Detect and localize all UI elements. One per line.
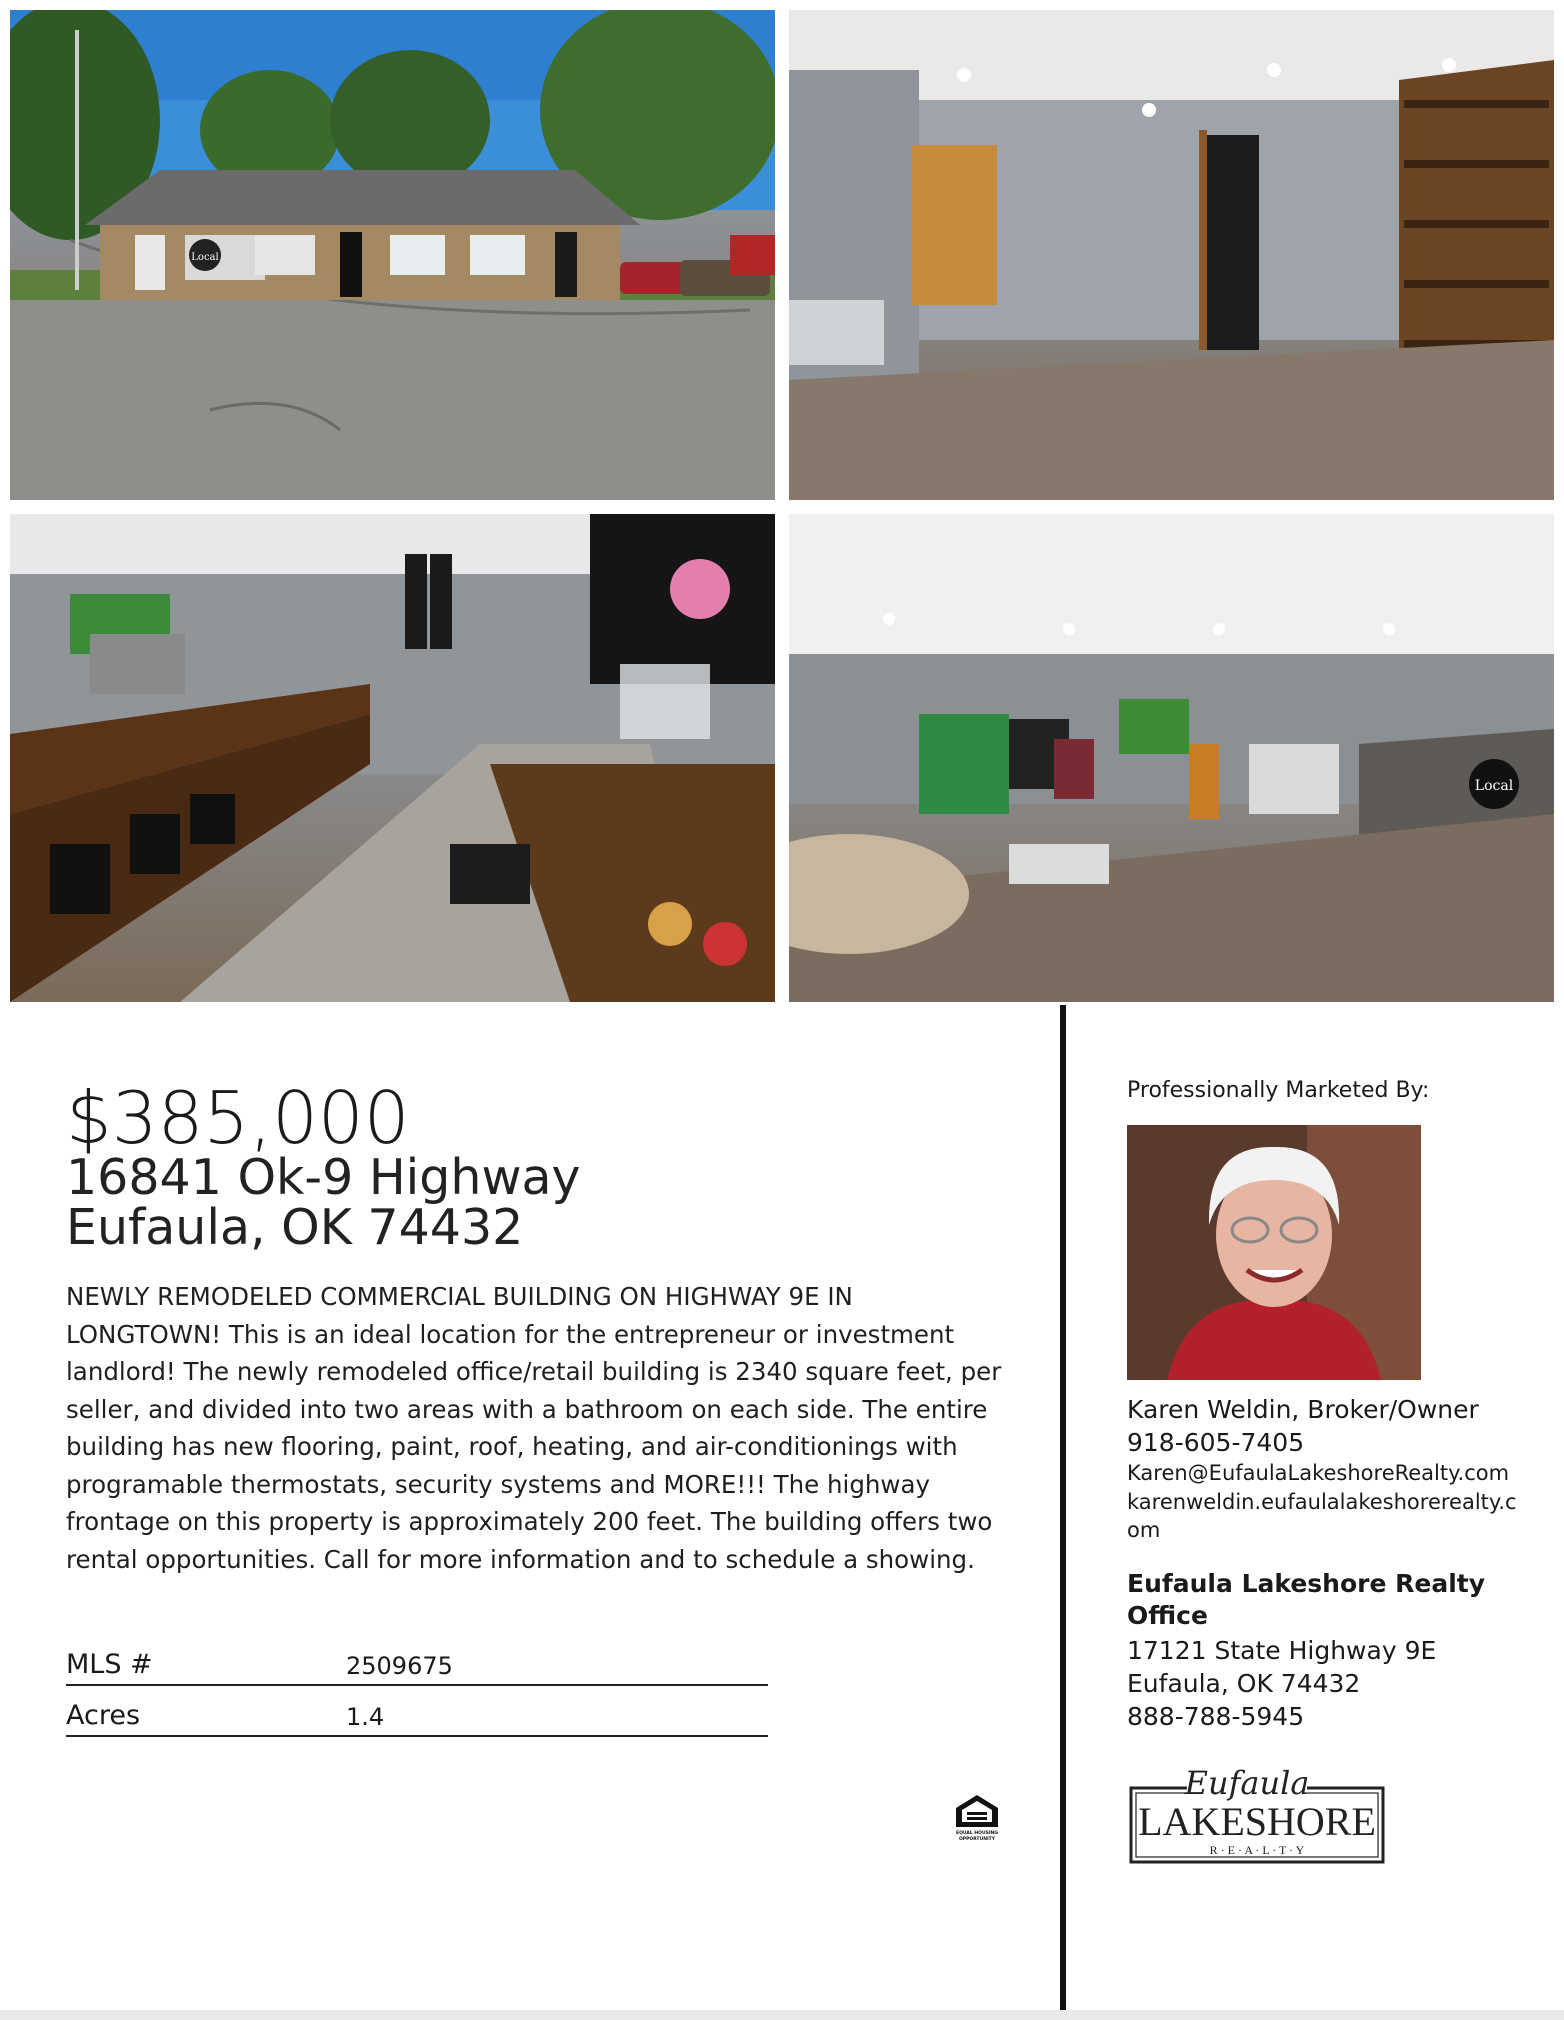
agent-website[interactable]: karenweldin.eufaulalakeshorerealty.com [1127, 1490, 1517, 1542]
bottom-edge [0, 2010, 1564, 2020]
spec-value: 2509675 [346, 1652, 453, 1680]
office-name: Eufaula Lakeshore Realty Office [1127, 1569, 1486, 1630]
spec-label: MLS # [66, 1649, 153, 1680]
eho-text-1: EQUAL HOUSING [956, 1831, 998, 1836]
interior-sign-text: Local [1474, 778, 1514, 794]
agent-email[interactable]: Karen@EufaulaLakeshoreRealty.com [1127, 1461, 1510, 1485]
spec-row-mls [66, 1644, 768, 1686]
logo-script-text: Eufaula [1184, 1764, 1310, 1802]
logo-main-text: LAKESHORE [1138, 1799, 1376, 1844]
interior-hallway-photo [789, 10, 1554, 500]
coffee-bar-photo [10, 514, 775, 1002]
marketed-by-heading: Professionally Marketed By: [1127, 1078, 1430, 1103]
eho-text-2: OPPORTUNITY [958, 1837, 996, 1842]
spec-value: 1.4 [346, 1703, 385, 1731]
exterior-photo [10, 10, 775, 500]
office-address-line-1: 17121 State Highway 9E [1127, 1636, 1437, 1665]
retail-room-photo [789, 514, 1554, 1002]
vertical-divider [1060, 1005, 1066, 2013]
office-phone[interactable]: 888-788-5945 [1127, 1702, 1305, 1731]
exterior-sign-text: Local [191, 252, 219, 263]
listing-price: $385,000 [66, 1076, 410, 1160]
listing-description: NEWLY REMODELED COMMERCIAL BUILDING ON HIGHWAY 9E IN LONGTOWN! This is an ideal location for the entrepreneur or investment landlord! The newly remodeled office/retail building is 2340 square feet, per seller, and divided into two areas with a bathroom on each side. The entire building has new flooring, paint, roof, heating, and air-conditionings with programable thermostats, security systems and MORE!!! The highway frontage on this property is approximately 200 feet. The building offers two rental opportunities. Call for more information and to schedule a showing. [66, 1282, 1002, 1574]
spec-row-acres [66, 1695, 768, 1737]
logo-sub-text: R · E · A · L · T · Y [1209, 1843, 1305, 1857]
equal-housing-icon [952, 1793, 1002, 1843]
spec-label: Acres [66, 1700, 141, 1731]
agent-photo [1127, 1125, 1421, 1380]
agent-name: Karen Weldin, Broker/Owner [1127, 1395, 1479, 1424]
office-address-line-2: Eufaula, OK 74432 [1127, 1669, 1361, 1698]
eufaula-lakeshore-logo [1127, 1758, 1387, 1868]
agent-phone[interactable]: 918-605-7405 [1127, 1428, 1305, 1457]
address-line-1: 16841 Ok-9 Highway [66, 1149, 581, 1206]
address-line-2: Eufaula, OK 74432 [66, 1199, 524, 1256]
